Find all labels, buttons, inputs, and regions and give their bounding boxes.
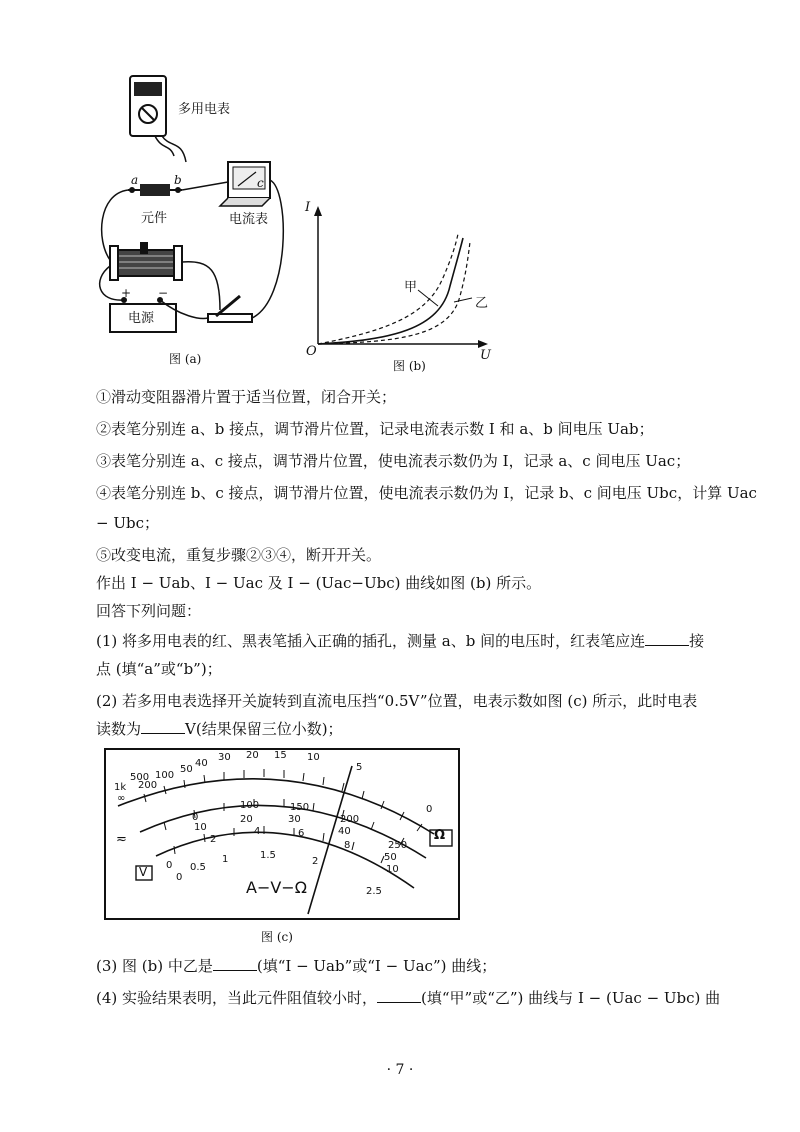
mid-scale-10: 10 (194, 822, 207, 833)
terminal-c-label: c (257, 176, 264, 190)
ohm-scale-10: 10 (307, 752, 320, 763)
power-label: 电源 (128, 311, 155, 326)
ohm-scale-1k: 1k (114, 782, 127, 793)
step-2: ②表笔分别连 a、b 接点，调节滑片位置，记录电流表示数 I 和 a、b 间电压 Uab； (96, 420, 654, 438)
ammeter-label: 电流表 (229, 212, 269, 227)
question-2-line-2 (96, 718, 343, 740)
low-scale-2: 2 (210, 834, 217, 845)
volt-scale-1: 1 (222, 854, 229, 865)
dc-scale-250: 250 (388, 840, 408, 851)
step-4-continued: − Ubc； (96, 514, 159, 532)
page-number: · 7 · (386, 1062, 414, 1078)
question-1-line-2: 点 (填“a”或“b”)； (96, 660, 222, 678)
terminal-a-label: a (131, 173, 139, 187)
multimeter-icon (130, 76, 186, 162)
curve-dashed-left (318, 234, 458, 344)
plot-description: 作出 I − Uab、I − Uac 及 I − (Uac−Ubc) 曲线如图 (b) 所示。 (96, 574, 542, 592)
dc-scale-0: 0 (192, 812, 199, 823)
low-scale-8: 8 (344, 840, 351, 851)
multimeter-label: 多用电表 (178, 102, 231, 117)
step-4: ④表笔分别连 b、c 接点，调节滑片位置，使电流表示数仍为 I，记录 b、c 间电压 Ubc，计算 Uac (96, 484, 757, 502)
terminal-b-label: b (174, 173, 182, 187)
dc-scale-200: 200 (340, 814, 360, 825)
axis-label-i: I (305, 200, 311, 215)
figure-a-caption: 图 (a) (169, 352, 202, 366)
dc-symbol: ≂ (116, 832, 127, 847)
mid-scale-50: 50 (384, 852, 397, 863)
component-label: 元件 (141, 211, 168, 226)
curve-label-jia: 甲 (404, 280, 418, 295)
volt-scale-2-5: 2.5 (366, 886, 382, 897)
question-4 (96, 987, 720, 1009)
volt-scale-0-5: 0.5 (190, 862, 206, 873)
curve-jia (318, 238, 463, 344)
question-2-text: 读数为 (96, 720, 142, 738)
axis-label-u: U (480, 348, 491, 363)
low-scale-0: 0 (176, 872, 183, 883)
origin-label: O (306, 344, 317, 359)
ohm-scale-200: 200 (138, 780, 158, 791)
volt-scale-2: 2 (312, 856, 319, 867)
plus-sign: + (121, 286, 132, 300)
answer-blank-2[interactable] (141, 719, 185, 734)
ohm-scale-0: 0 (426, 804, 433, 815)
mid-scale-20: 20 (240, 814, 253, 825)
ohm-scale-infinity: ∞ (117, 793, 126, 804)
answer-blank-4[interactable] (377, 988, 421, 1003)
minus-sign: − (158, 286, 169, 300)
ohm-scale-20: 20 (246, 750, 259, 761)
low-scale-4: 4 (254, 826, 261, 837)
low-scale-6: 6 (298, 828, 305, 839)
ohm-scale-40: 40 (195, 758, 208, 769)
ohm-scale-5: 5 (356, 762, 363, 773)
rheostat-icon (110, 242, 182, 280)
step-5: ⑤改变电流，重复步骤②③④，断开开关。 (96, 546, 382, 564)
ohm-scale-500: 500 (130, 772, 150, 783)
figure-b-axes (314, 206, 488, 348)
question-4-text: (4) 实验结果表明，当此元件阻值较小时， (96, 989, 378, 1007)
low-scale-10: 10 (386, 864, 399, 875)
dc-scale-150: 150 (290, 802, 310, 813)
question-3 (96, 955, 496, 977)
question-1-text: (1) 将多用电表的红、黑表笔插入正确的插孔，测量 a、b 间的电压时，红表笔应连 (96, 632, 646, 650)
figure-c-caption: 图 (c) (261, 930, 293, 944)
figure-b-caption: 图 (b) (393, 359, 426, 373)
question-3-text: (3) 图 (b) 中乙是 (96, 957, 213, 975)
question-4-text-after: (填“甲”或“乙”) 曲线与 I − (Uac − Ubc) 曲 (421, 989, 721, 1007)
step-3: ③表笔分别连 a、c 接点，调节滑片位置，使电流表示数仍为 I，记录 a、c 间电压 Uac； (96, 452, 691, 470)
question-2-text-after: V(结果保留三位小数)； (185, 720, 343, 738)
pointer-yi (454, 298, 472, 302)
mid-scale-0: 0 (166, 860, 173, 871)
ohm-scale-30: 30 (218, 752, 231, 763)
meter-center-text: A−V−Ω (246, 878, 307, 897)
questions-intro: 回答下列问题： (96, 602, 202, 620)
ohm-scale-15: 15 (274, 750, 287, 761)
mid-scale-30: 30 (288, 814, 301, 825)
step-1: ①滑动变阻器滑片置于适当位置，闭合开关； (96, 388, 397, 406)
question-2-line-1: (2) 若多用电表选择开关旋转到直流电压挡“0.5V”位置，电表示数如图 (c) 所示，此时电表 (96, 692, 698, 710)
question-3-text-after: (填“I − Uab”或“I − Uac”) 曲线； (256, 957, 497, 975)
question-1-text-after: 接 (689, 632, 705, 650)
volt-scale-1-5: 1.5 (260, 850, 276, 861)
answer-blank-3[interactable] (213, 956, 257, 971)
answer-blank-1[interactable] (645, 631, 689, 646)
curve-label-yi: 乙 (475, 296, 489, 311)
pointer-jia (418, 290, 438, 306)
ohm-scale-100: 100 (155, 770, 175, 781)
switch-icon (208, 296, 252, 322)
mid-scale-40: 40 (338, 826, 351, 837)
figure-b-graph (300, 200, 500, 360)
question-1-line-1 (96, 630, 704, 652)
ohm-symbol: Ω (434, 828, 446, 843)
ohm-scale-50: 50 (180, 764, 193, 775)
dc-scale-100: 100 (240, 800, 260, 811)
v-symbol: V (139, 865, 148, 879)
